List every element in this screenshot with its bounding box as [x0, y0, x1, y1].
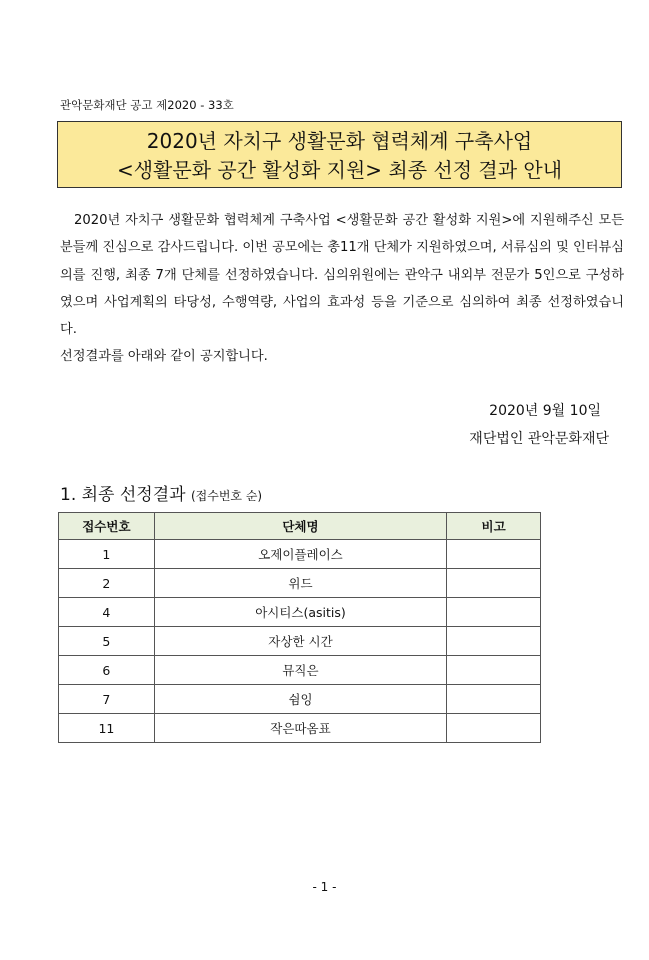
announcement-date: 2020년 9월 10일 [489, 403, 601, 419]
section-heading [60, 480, 262, 505]
table-row [59, 656, 541, 685]
receipt-number-cell: 5 [59, 627, 155, 656]
header-group-name: 단체명 [154, 513, 446, 540]
remarks-cell [447, 656, 541, 685]
title-line-2: <생활문화 공간 활성화 지원> 최종 선정 결과 안내 [116, 158, 563, 182]
header-receipt-number: 접수번호 [59, 513, 155, 540]
title-box [57, 121, 622, 188]
body-text [60, 207, 624, 371]
page-number: - 1 - [312, 880, 337, 894]
section-note: (접수번호 순) [190, 489, 263, 503]
group-name-cell: 뮤직은 [154, 656, 446, 685]
body-paragraph-2: 선정결과를 아래와 같이 공지합니다. [60, 349, 268, 365]
remarks-cell [447, 685, 541, 714]
table-row [59, 714, 541, 743]
receipt-number-cell: 6 [59, 656, 155, 685]
section-title: 1. 최종 선정결과 [60, 485, 186, 505]
table-row [59, 569, 541, 598]
table-row [59, 685, 541, 714]
remarks-cell [447, 598, 541, 627]
remarks-cell [447, 540, 541, 569]
header-remarks: 비고 [447, 513, 541, 540]
receipt-number-cell: 11 [59, 714, 155, 743]
group-name-cell: 위드 [154, 569, 446, 598]
notice-number: 관악문화재단 공고 제2020 - 33호 [60, 98, 234, 112]
remarks-cell [447, 569, 541, 598]
group-name-cell: 쉼잉 [154, 685, 446, 714]
body-paragraph-1: 2020년 자치구 생활문화 협력체계 구축사업 <생활문화 공간 활성화 지원>에 지원해주신 모든 분들께 진심으로 감사드립니다. 이번 공모에는 총11개 단체가 지원하였으며, 서류심의 및 인터뷰심의를 진행, 최종 7개 단체를 선정하였습니다. 심의위원에는 관악구 내외부 전문가 5인으로 구성하였으며 사업계획의 타당성, 수행역량, 사업의 효과성 등을 기준으로 심의하여 최종 선정하였습니다. [60, 213, 624, 338]
organization-name: 재단법인 관악문화재단 [469, 431, 609, 447]
group-name-cell: 자상한 시간 [154, 627, 446, 656]
group-name-cell: 오제이플레이스 [154, 540, 446, 569]
remarks-cell [447, 627, 541, 656]
receipt-number-cell: 7 [59, 685, 155, 714]
results-table [58, 512, 541, 743]
receipt-number-cell: 4 [59, 598, 155, 627]
table-header-row [59, 513, 541, 540]
table-row [59, 540, 541, 569]
receipt-number-cell: 1 [59, 540, 155, 569]
table-row [59, 598, 541, 627]
table-row [59, 627, 541, 656]
remarks-cell [447, 714, 541, 743]
group-name-cell: 아시티스(asitis) [154, 598, 446, 627]
title-line-1: 2020년 자치구 생활문화 협력체계 구축사업 [146, 129, 533, 153]
group-name-cell: 작은따옴표 [154, 714, 446, 743]
receipt-number-cell: 2 [59, 569, 155, 598]
